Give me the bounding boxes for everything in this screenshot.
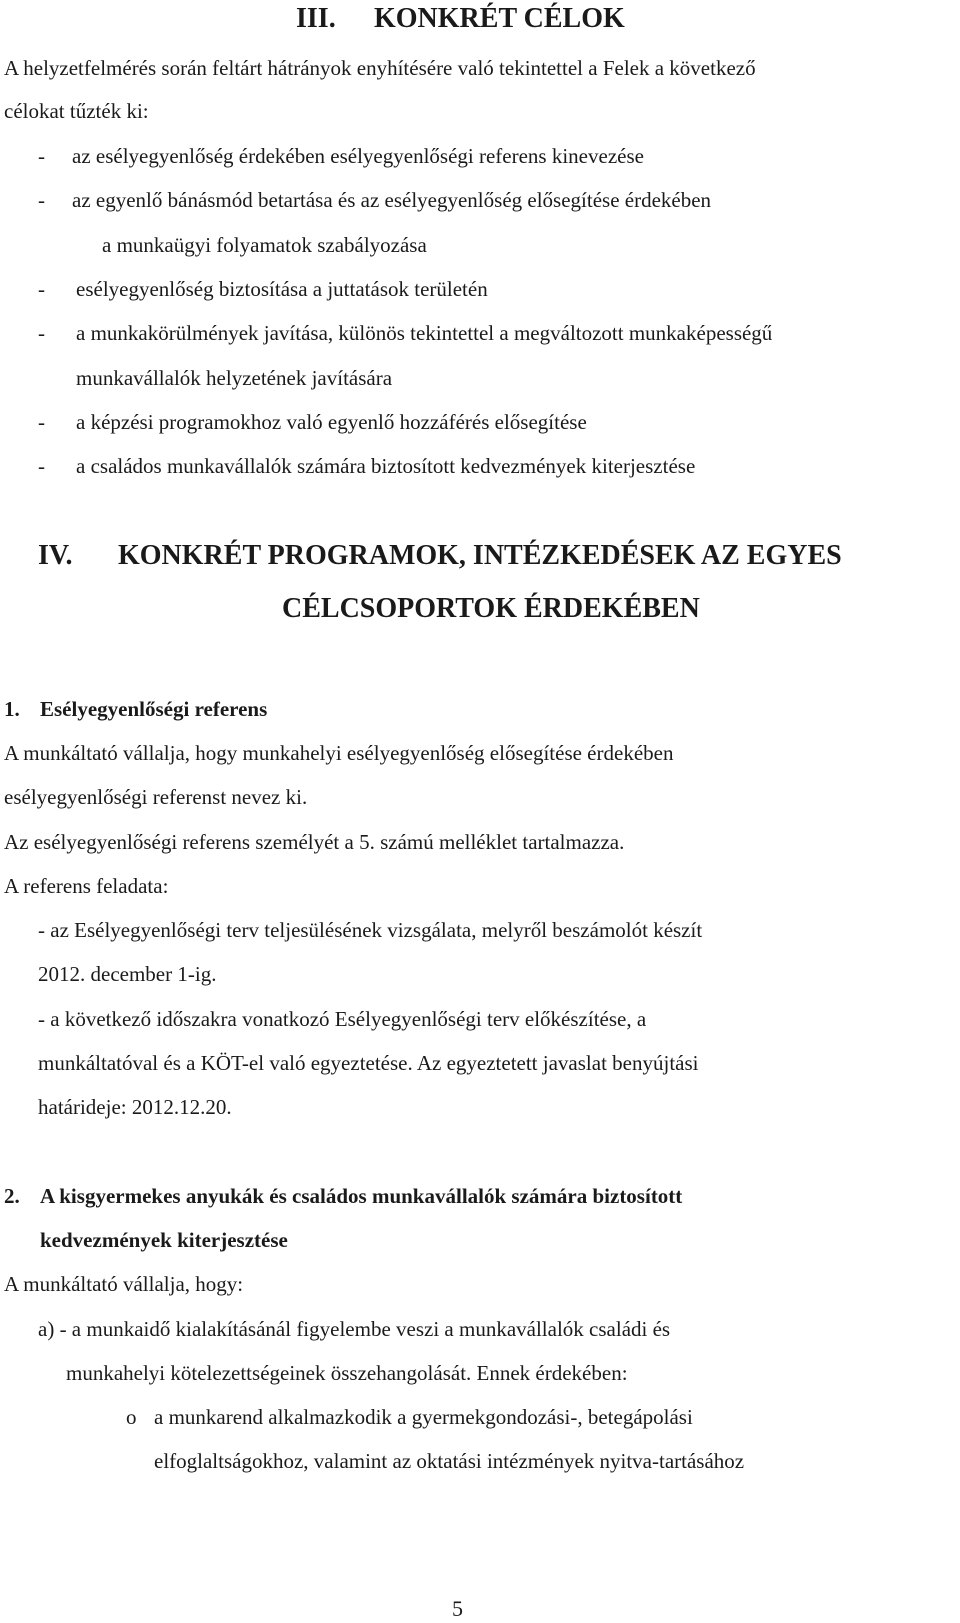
goal-2-line2: a munkaügyi folyamatok szabályozása: [102, 233, 427, 257]
item-1-task2-line2: munkáltatóval és a KÖT-el való egyeztetése. Az egyeztetett javaslat benyújtási: [38, 1051, 699, 1075]
item-1-task1-line1: - az Esélyegyenlőségi terv teljesülésének vizsgálata, melyről beszámolót készít: [38, 918, 703, 942]
list-dash: -: [38, 321, 45, 345]
item-2-title-line1: A kisgyermekes anyukák és családos munkavállalók számára biztosított: [40, 1184, 683, 1208]
item-2-point-a-line2: munkahelyi kötelezettségeinek összehangolását. Ennek érdekében:: [66, 1361, 628, 1385]
item-2-title-line2: kedvezmények kiterjesztése: [40, 1228, 288, 1252]
section-3-title: KONKRÉT CÉLOK: [374, 3, 625, 34]
item-1-number: 1.: [4, 697, 20, 721]
item-2-point-a-line1: a) - a munkaidő kialakításánál figyelembe veszi a munkavállalók családi és: [38, 1317, 671, 1341]
section-3-intro-line1: A helyzetfelmérés során feltárt hátrányok enyhítésére való tekintettel a Felek a következő: [4, 56, 756, 80]
list-dash: -: [38, 188, 45, 212]
item-1-task2-line3: határideje: 2012.12.20.: [38, 1095, 232, 1119]
list-dash: -: [38, 410, 45, 434]
item-2-number: 2.: [4, 1184, 20, 1208]
goal-6: a családos munkavállalók számára biztosított kedvezmények kiterjesztése: [76, 454, 696, 478]
section-3-number: III.: [296, 3, 336, 34]
goal-4-line1: a munkakörülmények javítása, különös tekintettel a megváltozott munkaképességű: [76, 321, 773, 345]
item-1-task2-line1: - a következő időszakra vonatkozó Esélyegyenlőségi terv előkészítése, a: [38, 1007, 647, 1031]
item-2-bullet-line2: elfoglaltságokhoz, valamint az oktatási intézmények nyitva-tartásához: [154, 1449, 745, 1473]
goal-4-line2: munkavállalók helyzetének javítására: [76, 366, 393, 390]
goal-2-line1: az egyenlő bánásmód betartása és az esélyegyenlőség elősegítése érdekében: [72, 188, 712, 212]
goal-3: esélyegyenlőség biztosítása a juttatások területén: [76, 277, 488, 301]
list-dash: -: [38, 144, 45, 168]
list-dash: -: [38, 454, 45, 478]
item-2-bullet-line1: a munkarend alkalmazkodik a gyermekgondozási-, betegápolási: [154, 1405, 693, 1429]
goal-1: az esélyegyenlőség érdekében esélyegyenlőségi referens kinevezése: [72, 144, 644, 168]
goal-5: a képzési programokhoz való egyenlő hozzáférés elősegítése: [76, 410, 587, 434]
item-1-para1-line2: esélyegyenlőségi referenst nevez ki.: [4, 785, 308, 809]
section-4-number: IV.: [38, 540, 73, 571]
item-1-task1-line2: 2012. december 1-ig.: [38, 962, 217, 986]
item-2-para1: A munkáltató vállalja, hogy:: [4, 1272, 244, 1296]
bullet-marker: o: [126, 1405, 137, 1429]
item-1-para2: Az esélyegyenlőségi referens személyét a 5. számú melléklet tartalmazza.: [4, 830, 625, 854]
section-3-intro-line2: célokat tűzték ki:: [4, 99, 149, 123]
list-dash: -: [38, 277, 45, 301]
item-1-para1-line1: A munkáltató vállalja, hogy munkahelyi esélyegyenlőség elősegítése érdekében: [4, 741, 674, 765]
page-number: 5: [452, 1596, 463, 1621]
section-4-title-line2: CÉLCSOPORTOK ÉRDEKÉBEN: [282, 593, 700, 624]
section-4-title-line1: KONKRÉT PROGRAMOK, INTÉZKEDÉSEK AZ EGYES: [118, 540, 842, 571]
item-1-para3: A referens feladata:: [4, 874, 169, 898]
item-1-title: Esélyegyenlőségi referens: [40, 697, 268, 721]
